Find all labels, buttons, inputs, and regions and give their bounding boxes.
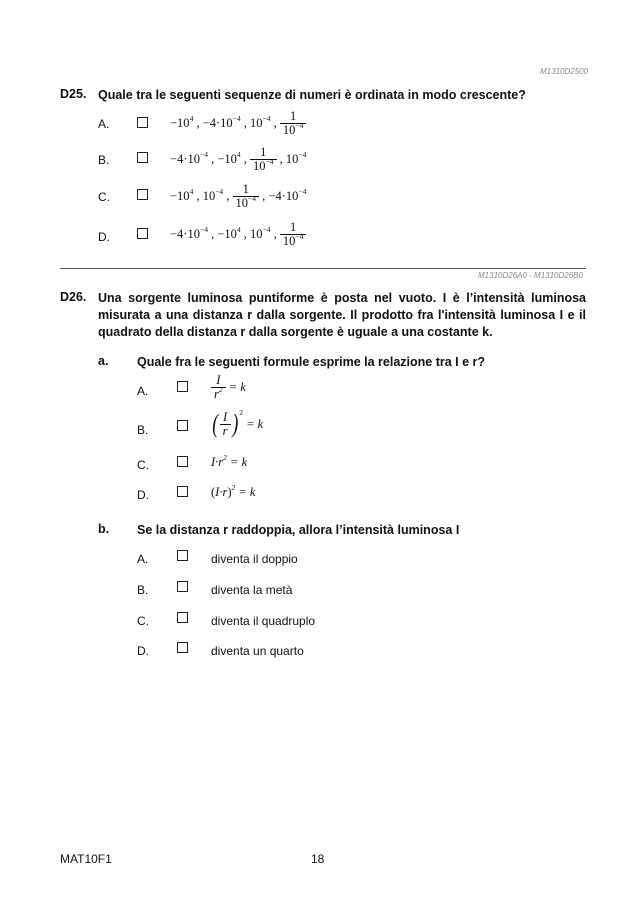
checkbox[interactable]: [177, 642, 188, 653]
checkbox[interactable]: [177, 581, 188, 592]
question-code: M1310D26A0 - M1310D26B0: [478, 271, 583, 280]
footer-code: MAT10F1: [60, 852, 112, 866]
question-text: Quale tra le seguenti sequenze di numeri è ordinata in modo crescente?: [98, 88, 526, 102]
option-letter: B.: [137, 423, 149, 437]
option-text: diventa un quarto: [211, 644, 304, 658]
question-intro: Una sorgente luminosa puntiforme è posta nel vuoto. I è l’intensità luminosa misurata a una distanza r dalla sorgente. Il prodotto fra l'intensità luminosa I e il quadrato della distanza r dalla sorgente è uguale a una costante k.: [98, 291, 586, 339]
formula: $\frac{I}{r^2}$ = k: [211, 370, 246, 404]
option-letter: A.: [137, 384, 149, 398]
checkbox[interactable]: [177, 612, 188, 623]
checkbox[interactable]: [137, 152, 148, 163]
option-text: diventa il doppio: [211, 552, 298, 566]
part-question: Quale fra le seguenti formule esprime la relazione tra I e r?: [137, 355, 486, 369]
option-letter: C.: [137, 458, 149, 472]
question-number: D26.: [60, 290, 87, 304]
question-number: D25.: [60, 87, 87, 101]
option-letter: C.: [137, 614, 149, 628]
option-letter: B.: [137, 583, 149, 597]
checkbox[interactable]: [177, 550, 188, 561]
checkbox[interactable]: [177, 456, 188, 467]
checkbox[interactable]: [177, 486, 188, 497]
checkbox[interactable]: [177, 381, 188, 392]
part-label: a.: [98, 354, 109, 368]
part-question: Se la distanza r raddoppia, allora l’intensità luminosa I: [137, 523, 460, 537]
checkbox[interactable]: [137, 189, 148, 200]
option-sequence: $-10^4$ , $10^{-4}$ , $\frac{1}{10^{-4}}$ , $-4\cdot 10^{-4}$: [170, 181, 307, 210]
option-sequence: $-4\cdot 10^{-4}$ , $-10^4$ , $\frac{1}{10^{-4}}$ , $10^{-4}$: [170, 144, 307, 173]
formula: $(I\cdot r)^2 = k$: [211, 483, 256, 499]
option-letter: D.: [98, 230, 110, 244]
option-letter: C.: [98, 190, 110, 204]
option-letter: A.: [137, 552, 149, 566]
page-number: 18: [311, 852, 325, 866]
checkbox[interactable]: [137, 228, 148, 239]
option-text: diventa il quadruplo: [211, 614, 316, 628]
option-letter: B.: [98, 153, 110, 167]
option-text: diventa la metà: [211, 583, 293, 597]
formula: ( $\frac{I}{r}$ ) 2 = k: [212, 408, 264, 438]
question-code: M1310D2500: [540, 67, 589, 76]
section-divider: [60, 268, 586, 269]
option-sequence: $-4\cdot 10^{-4}$ , $-10^4$ , $10^{-4}$ , $\frac{1}{10^{-4}}$: [170, 219, 306, 249]
checkbox[interactable]: [137, 117, 148, 128]
option-sequence: $-10^4$ , $-4\cdot 10^{-4}$ , $10^{-4}$ , $\frac{1}{10^{-4}}$: [170, 108, 306, 138]
option-letter: D.: [137, 644, 149, 658]
checkbox[interactable]: [177, 420, 188, 431]
option-letter: D.: [137, 488, 149, 502]
formula: $I\cdot r^2 = k$: [211, 453, 248, 469]
option-letter: A.: [98, 117, 110, 131]
part-label: b.: [98, 522, 110, 536]
